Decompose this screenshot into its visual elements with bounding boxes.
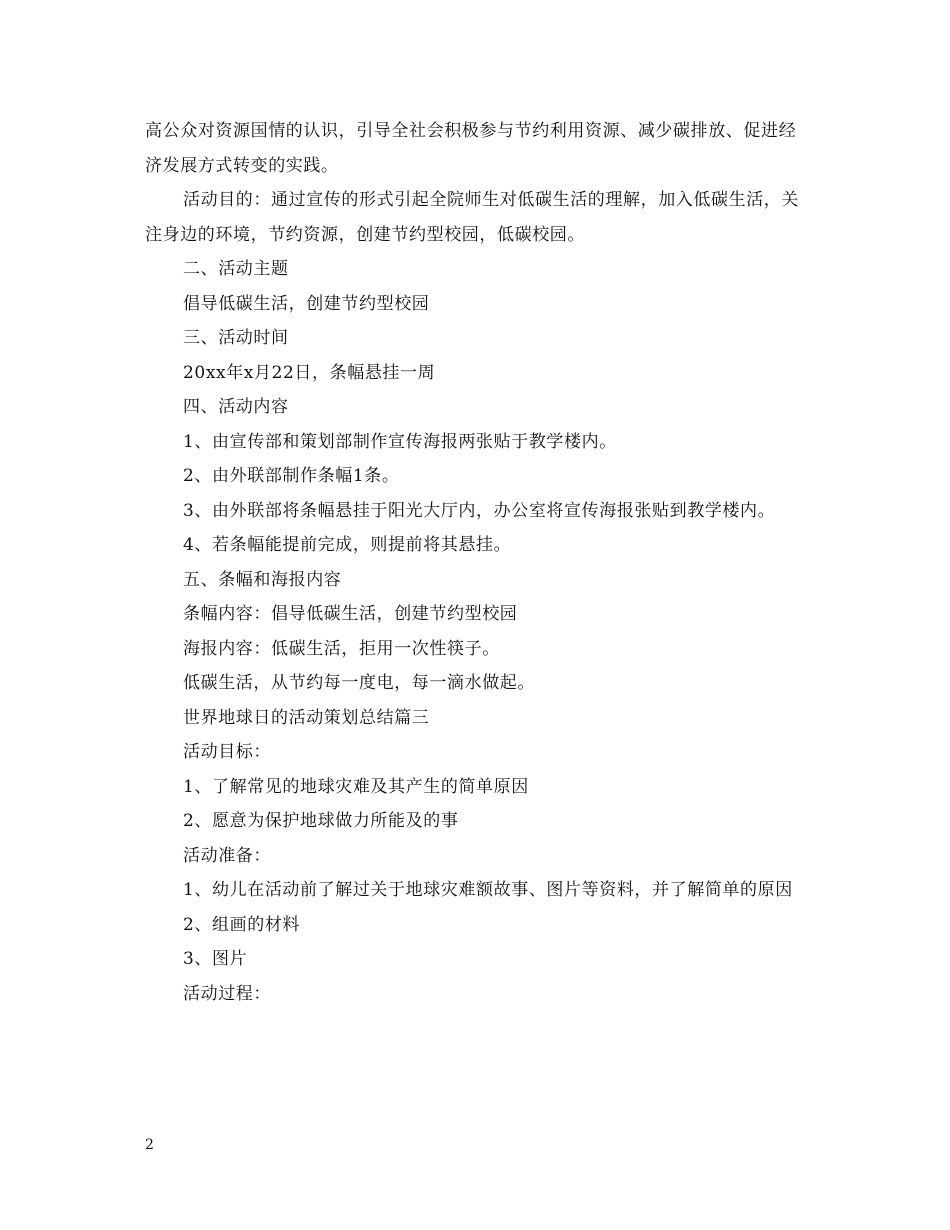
list-item: 2、愿意为保护地球做力所能及的事: [183, 811, 459, 831]
paragraph-banner-content: 条幅内容：倡导低碳生活，创建节约型校园: [183, 604, 518, 624]
paragraph-time: 20xx年x月22日，条幅悬挂一周: [183, 362, 436, 383]
list-item: 3、由外联部将条幅悬挂于阳光大厅内，办公室将宣传海报张贴到教学楼内。: [183, 500, 776, 521]
section-heading-theme: 二、活动主题: [183, 259, 289, 279]
list-item: 4、若条幅能提前完成，则提前将其悬挂。: [183, 535, 512, 555]
page-number: 2: [145, 1137, 154, 1153]
paragraph-low-carbon-slogan: 低碳生活，从节约每一度电，每一滴水做起。: [183, 673, 535, 693]
list-item: 2、由外联部制作条幅1条。: [183, 466, 400, 486]
paragraph-continuation: 高公众对资源国情的认识，引导全社会积极参与节约利用资源、减少碳排放、促进经济发展方式转变的实践。: [145, 121, 797, 176]
section-heading-time: 三、活动时间: [183, 328, 289, 348]
section-heading-content: 四、活动内容: [183, 397, 289, 417]
paragraph-activity-purpose: 活动目的：通过宣传的形式引起全院师生对低碳生活的理解，加入低碳生活，关注身边的环境，节约资源，创建节约型校园，低碳校园。: [145, 190, 799, 245]
list-item: 3、图片: [183, 949, 248, 969]
section-heading-preparation: 活动准备：: [183, 845, 271, 866]
list-item: 2、组画的材料: [183, 914, 301, 935]
section-heading-goals: 活动目标：: [183, 742, 271, 762]
list-item: 1、幼儿在活动前了解过关于地球灾难额故事、图片等资料，并了解简单的原因: [183, 880, 793, 900]
section-title-part-three: 世界地球日的活动策划总结篇三: [183, 707, 430, 728]
section-heading-banner-poster: 五、条幅和海报内容: [183, 569, 342, 590]
list-item: 1、了解常见的地球灾难及其产生的简单原因: [183, 776, 529, 797]
list-item: 1、由宣传部和策划部制作宣传海报两张贴于教学楼内。: [183, 431, 617, 452]
paragraph-poster-content: 海报内容：低碳生活，拒用一次性筷子。: [183, 638, 500, 659]
section-heading-process: 活动过程：: [183, 983, 271, 1004]
document-body: [145, 114, 810, 1011]
paragraph-theme: 倡导低碳生活，创建节约型校园: [183, 293, 430, 314]
